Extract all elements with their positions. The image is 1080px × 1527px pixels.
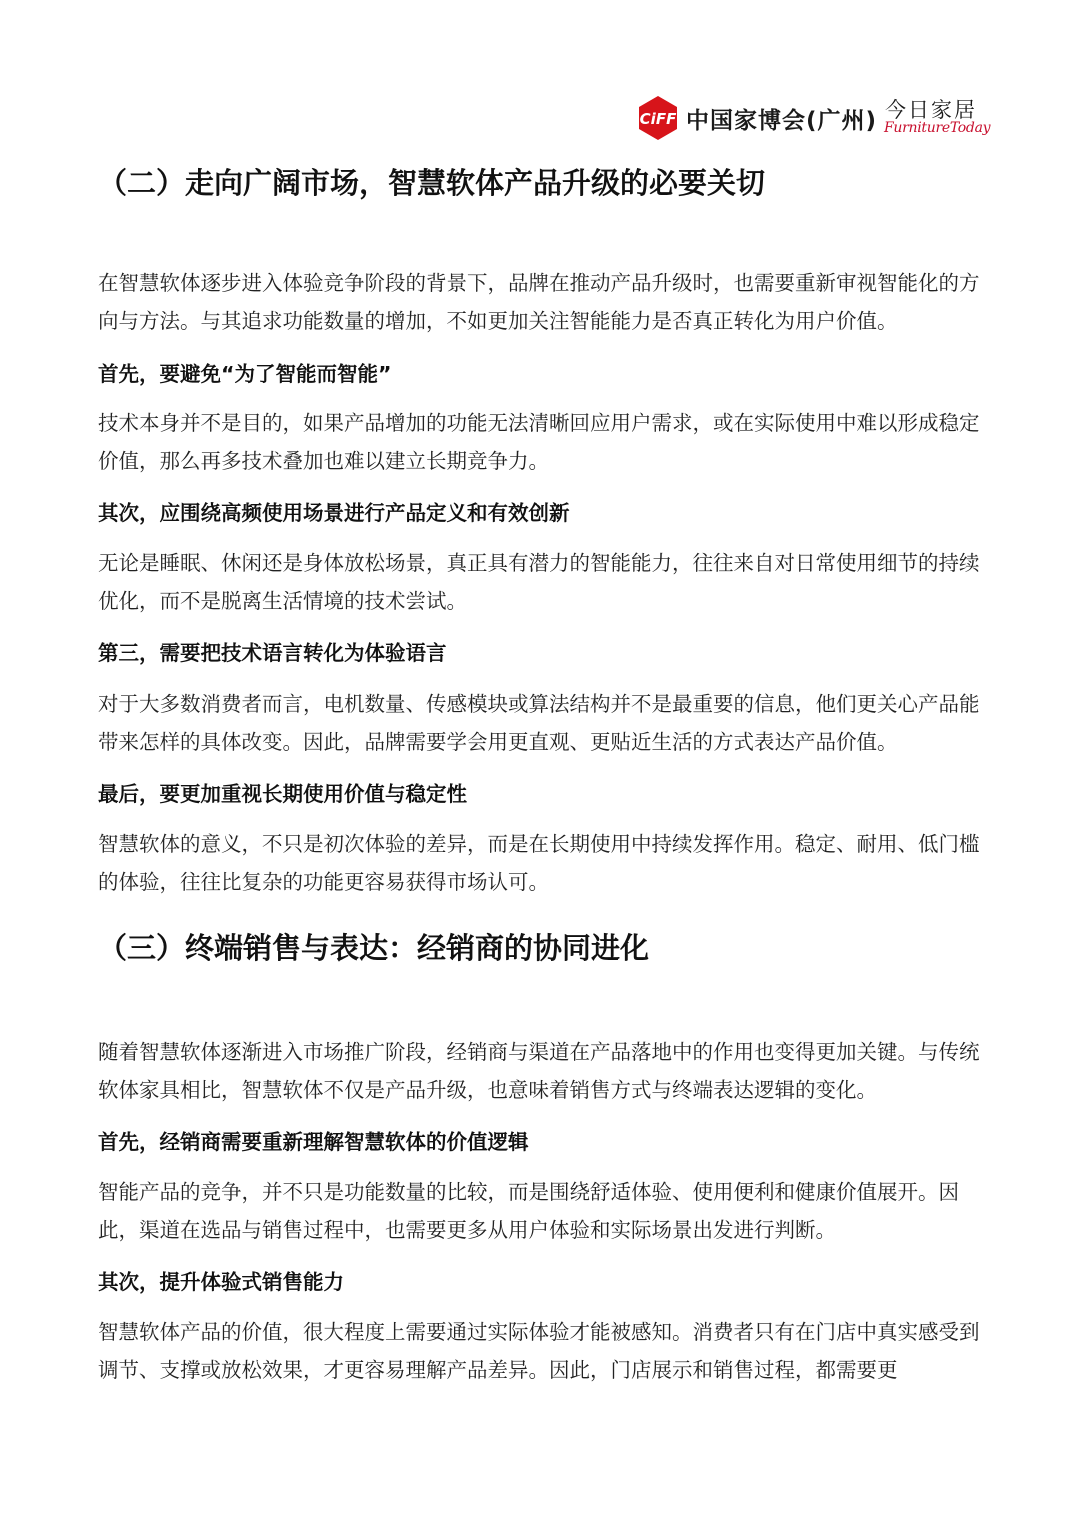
section-heading-3: （三）终端销售与表达：经销商的协同进化: [98, 931, 650, 965]
section-2-point-1-body: 技术本身并不是目的，如果产品增加的功能无法清晰回应用户需求，或在实际使用中难以形成稳定价值，那么再多技术叠加也难以建立长期竞争力。: [98, 411, 980, 473]
section-2-point-1-title: 首先，要避免“为了智能而智能”: [98, 362, 392, 386]
section-2-point-2-title: 其次，应围绕高频使用场景进行产品定义和有效创新: [98, 501, 570, 525]
section-3-point-1-title: 首先，经销商需要重新理解智慧软体的价值逻辑: [98, 1130, 529, 1154]
page-header: [0, 90, 1080, 150]
ciff-brand-name: 中国家博会(广州): [686, 108, 878, 134]
section-2-intro-paragraph: 在智慧软体逐步进入体验竞争阶段的背景下，品牌在推动产品升级时，也需要重新审视智能化的方向与方法。与其追求功能数量的增加，不如更加关注智能能力是否真正转化为用户价值。: [98, 271, 980, 333]
section-heading-2: （二）走向广阔市场，智慧软体产品升级的必要关切: [98, 166, 766, 200]
furniture-today-cn-name: 今日家居: [885, 98, 977, 122]
ciff-logo-icon: [636, 96, 680, 140]
ciff-logo-text: CiFF: [639, 110, 677, 128]
section-2-point-2-body: 无论是睡眠、休闲还是身体放松场景，真正具有潜力的智能能力，往往来自对日常使用细节的持续优化，而不是脱离生活情境的技术尝试。: [98, 551, 980, 613]
section-3-point-1-body: 智能产品的竞争，并不只是功能数量的比较，而是围绕舒适体验、使用便利和健康价值展开。因此，渠道在选品与销售过程中，也需要更多从用户体验和实际场景出发进行判断。: [98, 1180, 959, 1242]
section-2-point-4-body: 智慧软体的意义，不只是初次体验的差异，而是在长期使用中持续发挥作用。稳定、耐用、低门槛的体验，往往比复杂的功能更容易获得市场认可。: [98, 832, 980, 894]
section-2-point-3-body: 对于大多数消费者而言，电机数量、传感模块或算法结构并不是最重要的信息，他们更关心产品能带来怎样的具体改变。因此，品牌需要学会用更直观、更贴近生活的方式表达产品价值。: [98, 692, 980, 754]
section-3-point-2-title: 其次，提升体验式销售能力: [98, 1270, 344, 1294]
section-3-intro-paragraph: 随着智慧软体逐渐进入市场推广阶段，经销商与渠道在产品落地中的作用也变得更加关键。与传统软体家具相比，智慧软体不仅是产品升级，也意味着销售方式与终端表达逻辑的变化。: [98, 1040, 980, 1102]
section-2-point-4-title: 最后，要更加重视长期使用价值与稳定性: [98, 782, 467, 806]
section-3-point-2-body: 智慧软体产品的价值，很大程度上需要通过实际体验才能被感知。消费者只有在门店中真实感受到调节、支撑或放松效果，才更容易理解产品差异。因此，门店展示和销售过程，都需要更: [98, 1320, 980, 1382]
furniture-today-en-name: FurnitureToday: [884, 120, 991, 136]
section-2-point-3-title: 第三，需要把技术语言转化为体验语言: [98, 641, 447, 665]
